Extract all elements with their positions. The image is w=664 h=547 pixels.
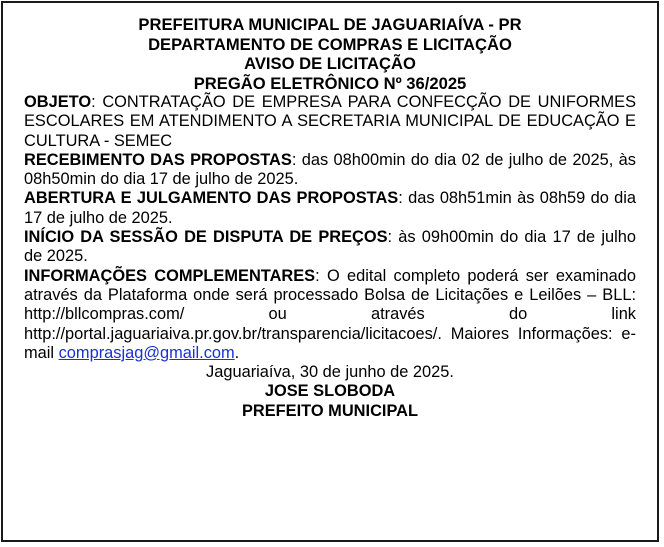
informacoes-trailing: . [234, 343, 240, 362]
recebimento-paragraph [24, 151, 636, 190]
notice-type-title: AVISO DE LICITAÇÃO [244, 54, 416, 73]
municipality-title: PREFEITURA MUNICIPAL DE JAGUARIAÍVA - PR [138, 15, 522, 34]
inicio-label: INÍCIO DA SESSÃO DE DISPUTA DE PREÇOS [24, 228, 388, 247]
auction-number-title: PREGÃO ELETRÔNICO Nº 36/2025 [193, 73, 467, 93]
notice-header [24, 15, 636, 93]
informacoes-paragraph [24, 267, 636, 363]
recebimento-label: RECEBIMENTO DAS PROPOSTAS [24, 150, 292, 169]
inicio-text: : às 09h00min do dia 17 de julho de 2025. [24, 228, 636, 266]
notice-frame [1, 1, 659, 542]
email-link[interactable]: comprasjag@gmail.com [58, 343, 235, 362]
objeto-paragraph [24, 93, 636, 151]
recebimento-text: : das 08h00min do dia 02 de julho de 2025, às 08h50min do dia 17 de julho de 2025. [24, 150, 636, 189]
place-date: Jaguariaíva, 30 de junho de 2025. [206, 363, 454, 382]
abertura-paragraph [24, 189, 636, 228]
informacoes-label: INFORMAÇÕES COMPLEMENTARES [24, 266, 316, 285]
signer-role: PREFEITO MUNICIPAL [241, 401, 419, 420]
objeto-text: : CONTRATAÇÃO DE EMPRESA PARA CONFECÇÃO DE UNIFORMES ESCOLARES EM ATENDIMENTO A SECRETARIA MUNICIPAL DE EDUCAÇÃO E CULTURA - SEMEC [24, 93, 636, 150]
abertura-label: ABERTURA E JULGAMENTO DAS PROPOSTAS [24, 189, 399, 208]
inicio-paragraph [24, 228, 636, 267]
department-title: DEPARTAMENTO DE COMPRAS E LICITAÇÃO [148, 34, 512, 54]
abertura-text: : das 08h51min às 08h59 do dia 17 de julho de 2025. [24, 189, 636, 227]
signer-name: JOSE SLOBODA [264, 382, 396, 401]
objeto-label: OBJETO [24, 93, 92, 111]
informacoes-text: : O edital completo poderá ser examinado através da Plataforma onde será processado Bolsa de Licitações e Leilões – BLL: http://bllcompras.com/ ou através do link http://portal.jaguariaiva.pr.gov.br/transparencia/licitacoes/. Maiores Informações: e-mail [24, 266, 636, 362]
